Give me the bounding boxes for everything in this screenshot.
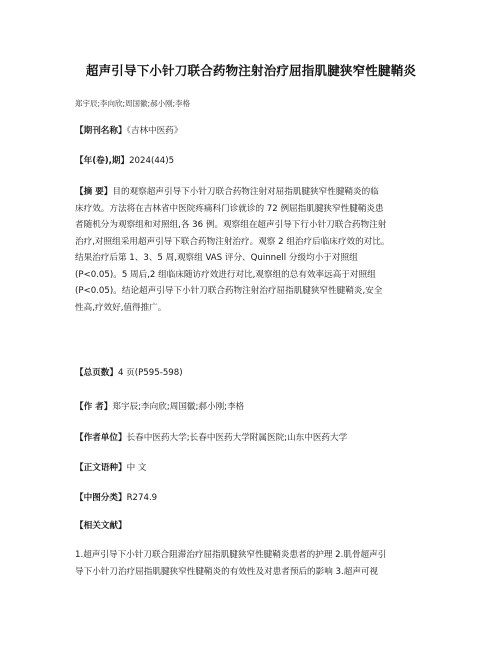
abstract-line: (P<0.05)。5 周后,2 组临床随访疗效进行对比,观察组的总有效率远高于对照组 [75,269,376,280]
abstract-block [75,184,440,316]
abstract-line: 【摘 要】目的观察超声引导下小针刀联合药物注射对屈指肌腱狭窄性腱鞘炎的临 [75,187,379,197]
abstract-line: 性高,疗效好,值得推广。 [75,302,167,313]
language-field [75,462,147,474]
reference-line[interactable]: 导下小针刀治疗屈指肌腱狭窄性腱鞘炎的有效性及对患者预后的影响 3.超声可视 [75,566,379,577]
year-value: 2024(44)5 [129,156,175,166]
journal-value: 《吉林中医药》 [126,126,183,136]
year-field [75,155,174,167]
related-references [75,547,445,580]
pages-value: 4 页(P595-598) [117,368,183,378]
journal-field [75,125,182,137]
reference-line[interactable]: 1.超声引导下小针刀联合阻滞治疗屈指肌腱狭窄性腱鞘炎患者的护理 2.肌骨超声引 [75,550,387,560]
pages-label: 【总页数】 [75,368,118,378]
affiliation-field [75,432,347,444]
affiliation-label: 【作者单位】 [75,433,127,443]
abstract-label: 【摘 要】 [75,187,113,197]
abstract-line: 床疗效。方法将在吉林省中医院疼痛科门诊就诊的 72 例屈指肌腱狭窄性腱鞘炎患 [75,203,384,214]
pages-field [75,367,183,379]
author-value: 郑宇辰;李向欣;周国徽;郝小刚;李格 [112,402,245,412]
related-field [75,520,127,532]
author-field [75,401,244,413]
classification-value: R274.9 [126,493,158,503]
classification-label: 【中图分类】 [75,493,127,503]
document-title: 超声引导下小针刀联合药物注射治疗屈指肌腱狭窄性腱鞘炎 [85,63,417,78]
abstract-line: (P<0.05)。结论超声引导下小针刀联合药物注射治疗屈指肌腱狭窄性腱鞘炎,安全 [75,286,383,296]
abstract-line: 者随机分为观察组和对照组,各 36 例。观察组在超声引导下行小针刀联合药物注射 [75,220,387,230]
author-line: 郑宇辰;李向欣;周国徽;郝小刚;李格 [75,99,191,108]
author-label: 【作 者】 [75,402,113,412]
affiliation-value: 长春中医药大学;长春中医药大学附属医院;山东中医药大学 [126,433,348,443]
language-label: 【正文语种】 [75,463,127,473]
related-label: 【相关文献】 [75,521,127,531]
journal-label: 【期刊名称】 [75,126,127,136]
year-label: 【年(卷),期】 [75,156,130,166]
abstract-line: 治疗,对照组采用超声引导下联合药物注射治疗。观察 2 组治疗后临床疗效的对比。 [75,236,390,247]
classification-field [75,492,157,504]
abstract-line: 结果治疗后第 1、3、5 周,观察组 VAS 评分、Quinnell 分级均小于对照组 [75,253,358,263]
language-value: 中 文 [126,463,147,473]
